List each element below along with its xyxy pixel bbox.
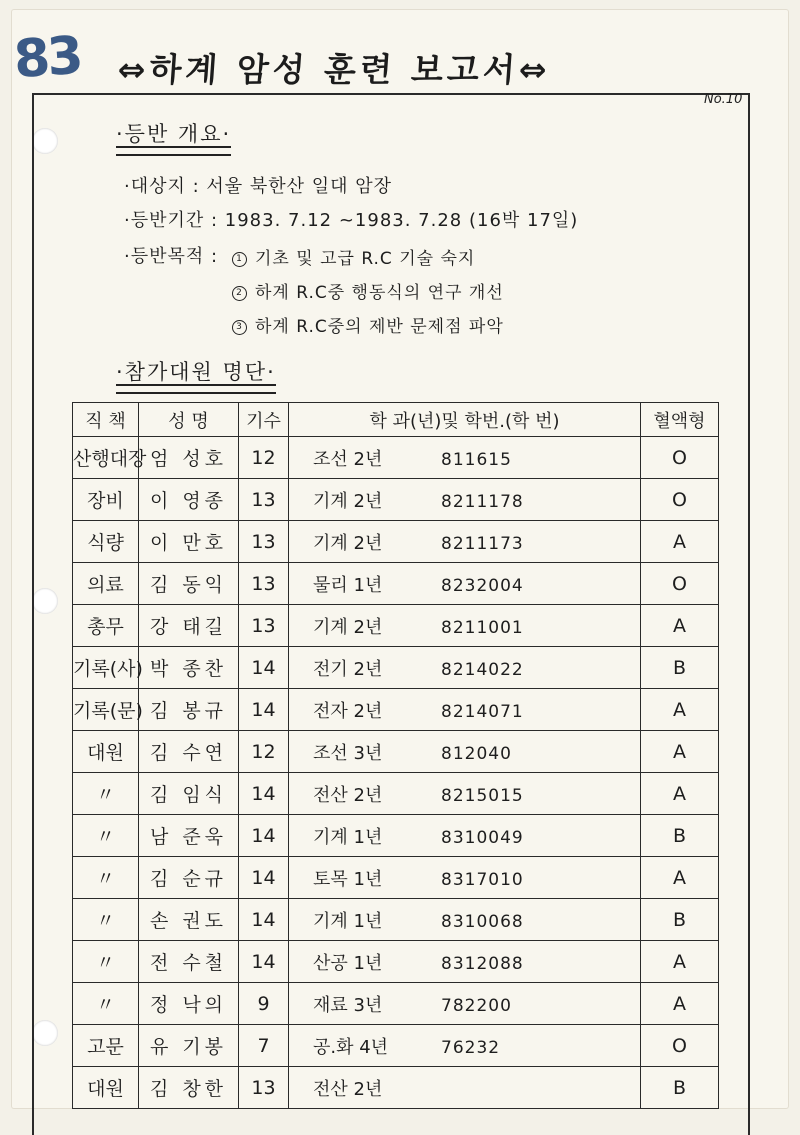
- name-cell: 김 봉규: [139, 689, 239, 731]
- role-cell: 대원: [73, 1067, 139, 1109]
- generation-cell: 13: [239, 479, 289, 521]
- generation-cell: 14: [239, 773, 289, 815]
- role-cell: 기록(사): [73, 647, 139, 689]
- name-cell: 이 만호: [139, 521, 239, 563]
- name-cell: 강 태길: [139, 605, 239, 647]
- column-header-department: 학 과(년)및 학번.(학 번): [289, 403, 641, 437]
- student-id: 8310068: [441, 911, 524, 932]
- blood-type-cell: B: [641, 899, 719, 941]
- name-cell: 정 낙의: [139, 983, 239, 1025]
- table-header-row: [73, 403, 719, 437]
- department-text: 산공 1년: [313, 952, 383, 974]
- document-title: ⇔하계 암성 훈련 보고서⇔: [116, 50, 552, 89]
- table-row: [73, 1067, 719, 1109]
- department-cell: [289, 815, 641, 857]
- student-id: 811615: [441, 449, 512, 470]
- name-cell: 김 임식: [139, 773, 239, 815]
- destination-line: ·대상지 : 서울 북한산 일대 암장: [124, 176, 393, 197]
- blood-type-cell: A: [641, 857, 719, 899]
- student-id: 8211001: [441, 617, 524, 638]
- role-cell: 총무: [73, 605, 139, 647]
- department-cell: [289, 857, 641, 899]
- department-cell: [289, 647, 641, 689]
- blood-type-cell: A: [641, 983, 719, 1025]
- department-cell: [289, 773, 641, 815]
- table-row: [73, 815, 719, 857]
- generation-cell: 14: [239, 941, 289, 983]
- student-id: 8214071: [441, 701, 524, 722]
- department-cell: [289, 437, 641, 479]
- department-text: 전기 2년: [313, 658, 383, 680]
- department-text: 공.화 4년: [313, 1036, 389, 1058]
- generation-cell: 7: [239, 1025, 289, 1067]
- role-cell: 산행대장: [73, 437, 139, 479]
- student-id: 8310049: [441, 827, 524, 848]
- student-id: 8232004: [441, 575, 524, 596]
- department-text: 조선 3년: [313, 742, 383, 764]
- name-cell: 김 순규: [139, 857, 239, 899]
- role-cell: 〃: [73, 899, 139, 941]
- role-cell: 〃: [73, 857, 139, 899]
- student-id: 8214022: [441, 659, 524, 680]
- name-cell: 전 수철: [139, 941, 239, 983]
- department-text: 기계 2년: [313, 490, 383, 512]
- overview-heading-text: ·등반 개요·: [116, 122, 232, 146]
- roster-heading-text: ·참가대원 명단·: [116, 360, 276, 384]
- objective-text: 하계 R.C중의 제반 문제점 파악: [255, 317, 504, 337]
- blood-type-cell: B: [641, 647, 719, 689]
- department-text: 조선 2년: [313, 448, 383, 470]
- blood-type-cell: O: [641, 437, 719, 479]
- blood-type-cell: A: [641, 605, 719, 647]
- table-row: [73, 689, 719, 731]
- name-cell: 김 수연: [139, 731, 239, 773]
- department-cell: [289, 899, 641, 941]
- student-id: 8215015: [441, 785, 524, 806]
- blood-type-cell: O: [641, 479, 719, 521]
- role-cell: 기록(문): [73, 689, 139, 731]
- column-header-name: 성 명: [139, 403, 239, 437]
- generation-cell: 13: [239, 521, 289, 563]
- student-id: 782200: [441, 995, 512, 1016]
- department-cell: [289, 1025, 641, 1067]
- department-cell: [289, 941, 641, 983]
- generation-cell: 13: [239, 1067, 289, 1109]
- blood-type-cell: A: [641, 941, 719, 983]
- name-cell: 엄 성호: [139, 437, 239, 479]
- table-row: [73, 521, 719, 563]
- role-cell: 고문: [73, 1025, 139, 1067]
- department-text: 전산 2년: [313, 784, 383, 806]
- department-text: 토목 1년: [313, 868, 383, 890]
- table-row: [73, 941, 719, 983]
- objective-text: 기초 및 고급 R.C 기술 숙지: [255, 249, 476, 269]
- role-cell: 〃: [73, 773, 139, 815]
- role-cell: 식량: [73, 521, 139, 563]
- member-roster-table: [72, 402, 719, 1109]
- table-row: [73, 983, 719, 1025]
- table-row: [73, 731, 719, 773]
- department-cell: [289, 479, 641, 521]
- role-cell: 의료: [73, 563, 139, 605]
- generation-cell: 14: [239, 857, 289, 899]
- blood-type-cell: B: [641, 1067, 719, 1109]
- department-cell: [289, 1067, 641, 1109]
- role-cell: 〃: [73, 983, 139, 1025]
- department-cell: [289, 983, 641, 1025]
- department-cell: [289, 563, 641, 605]
- generation-cell: 14: [239, 815, 289, 857]
- student-id: 8211173: [441, 533, 524, 554]
- table-row: [73, 899, 719, 941]
- double-underline: [116, 146, 231, 156]
- role-cell: 〃: [73, 941, 139, 983]
- blood-type-cell: A: [641, 521, 719, 563]
- table-row: [73, 1025, 719, 1067]
- role-cell: 장비: [73, 479, 139, 521]
- student-id: 8317010: [441, 869, 524, 890]
- blood-type-cell: O: [641, 563, 719, 605]
- department-text: 기계 2년: [313, 532, 383, 554]
- name-cell: 박 종찬: [139, 647, 239, 689]
- column-header-role: 직 책: [73, 403, 139, 437]
- department-cell: [289, 731, 641, 773]
- student-id: 8312088: [441, 953, 524, 974]
- department-text: 기계 1년: [313, 826, 383, 848]
- student-id: 76232: [441, 1037, 501, 1058]
- blood-type-cell: A: [641, 731, 719, 773]
- objective-number: 2: [232, 286, 247, 301]
- table-row: [73, 605, 719, 647]
- name-cell: 이 영종: [139, 479, 239, 521]
- double-underline: [116, 384, 276, 394]
- department-text: 전자 2년: [313, 700, 383, 722]
- name-cell: 남 준욱: [139, 815, 239, 857]
- objective-item: [232, 244, 475, 269]
- blood-type-cell: B: [641, 815, 719, 857]
- objective-text: 하계 R.C중 행동식의 연구 개선: [255, 283, 504, 303]
- column-header-generation: 기수: [239, 403, 289, 437]
- name-cell: 김 동익: [139, 563, 239, 605]
- name-cell: 유 기봉: [139, 1025, 239, 1067]
- table-row: [73, 563, 719, 605]
- generation-cell: 12: [239, 437, 289, 479]
- student-id: 8211178: [441, 491, 524, 512]
- purpose-label: ·등반목적 :: [124, 246, 219, 267]
- sheet-number: No.10: [704, 92, 743, 107]
- role-cell: 대원: [73, 731, 139, 773]
- department-cell: [289, 521, 641, 563]
- table-row: [73, 647, 719, 689]
- department-text: 기계 2년: [313, 616, 383, 638]
- table-row: [73, 857, 719, 899]
- generation-cell: 12: [239, 731, 289, 773]
- blood-type-cell: A: [641, 773, 719, 815]
- department-text: 전산 2년: [313, 1078, 383, 1100]
- objective-number: 3: [232, 320, 247, 335]
- page-number: 83: [11, 25, 83, 91]
- table-row: [73, 773, 719, 815]
- objective-item: [232, 278, 504, 303]
- generation-cell: 13: [239, 605, 289, 647]
- generation-cell: 13: [239, 563, 289, 605]
- table-row: [73, 479, 719, 521]
- table-row: [73, 437, 719, 479]
- objective-item: [232, 312, 504, 337]
- student-id: 812040: [441, 743, 512, 764]
- generation-cell: 14: [239, 647, 289, 689]
- blood-type-cell: A: [641, 689, 719, 731]
- role-cell: 〃: [73, 815, 139, 857]
- period-line: ·등반기간 : 1983. 7.12 ~1983. 7.28 (16박 17일): [124, 210, 579, 231]
- blood-type-cell: O: [641, 1025, 719, 1067]
- generation-cell: 9: [239, 983, 289, 1025]
- generation-cell: 14: [239, 899, 289, 941]
- generation-cell: 14: [239, 689, 289, 731]
- name-cell: 손 권도: [139, 899, 239, 941]
- name-cell: 김 창한: [139, 1067, 239, 1109]
- department-cell: [289, 689, 641, 731]
- column-header-blood-type: 혈액형: [641, 403, 719, 437]
- department-text: 재료 3년: [313, 994, 383, 1016]
- objective-number: 1: [232, 252, 247, 267]
- roster-heading: [116, 356, 276, 386]
- department-cell: [289, 605, 641, 647]
- department-text: 물리 1년: [313, 574, 383, 596]
- overview-heading: [116, 118, 231, 148]
- department-text: 기계 1년: [313, 910, 383, 932]
